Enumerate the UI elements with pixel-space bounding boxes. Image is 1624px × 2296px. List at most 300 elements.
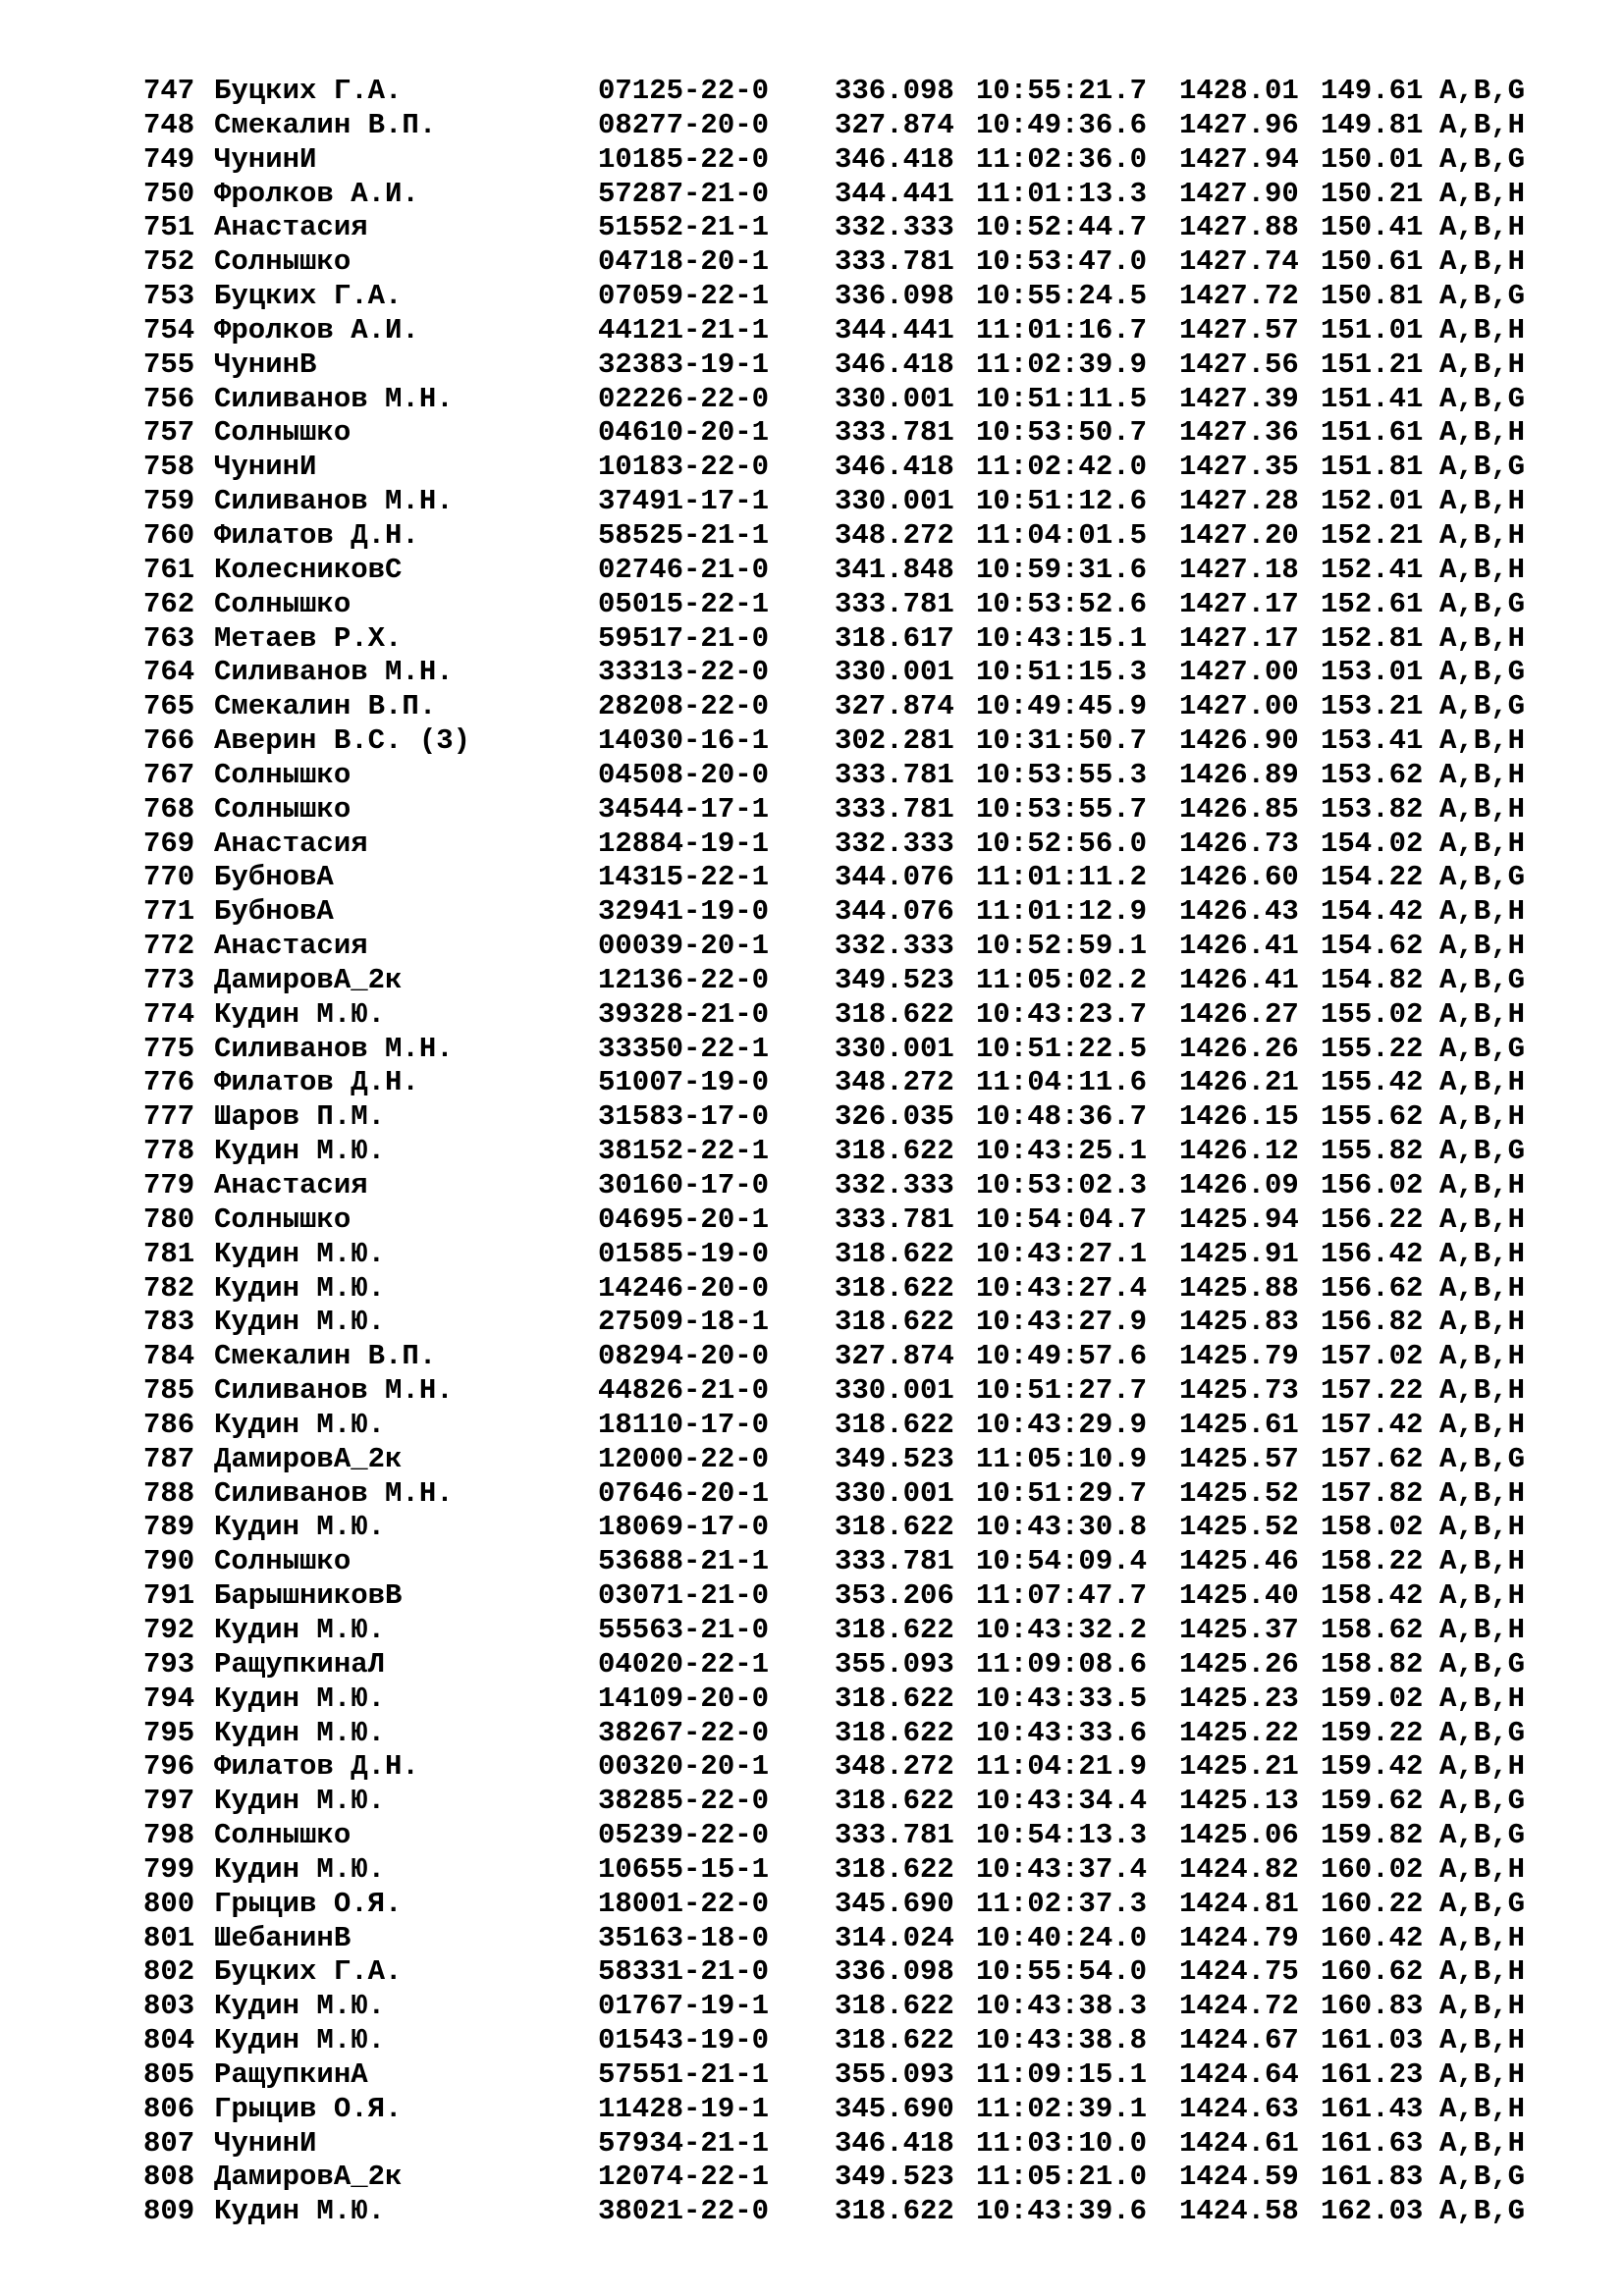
result-speed: 1424.81 xyxy=(1179,1887,1299,1920)
result-owner: Кудин М.Ю. xyxy=(214,1990,386,2023)
result-owner: Солнышко xyxy=(214,587,352,620)
result-arrival-time: 10:43:32.2 xyxy=(976,1613,1148,1646)
result-speed: 1427.18 xyxy=(1179,553,1299,586)
result-categories: A,B,H xyxy=(1439,177,1526,210)
result-points: 157.62 xyxy=(1321,1442,1424,1475)
result-categories: A,B,H xyxy=(1439,108,1526,141)
result-ring-number: 44826-21-0 xyxy=(598,1374,770,1408)
result-arrival-time: 10:43:39.6 xyxy=(976,2195,1148,2228)
result-points: 159.42 xyxy=(1321,1750,1424,1784)
result-speed: 1424.75 xyxy=(1179,1955,1299,1989)
result-categories: A,B,H xyxy=(1439,1374,1526,1408)
result-ring-number: 18110-17-0 xyxy=(598,1408,770,1441)
result-distance: 344.441 xyxy=(835,177,954,210)
result-owner: Силиванов М.Н. xyxy=(214,656,454,689)
result-arrival-time: 10:55:21.7 xyxy=(976,75,1148,107)
result-owner: Солнышко xyxy=(214,792,352,826)
result-categories: A,B,G xyxy=(1439,1647,1526,1681)
result-arrival-time: 10:43:34.4 xyxy=(976,1785,1148,1818)
result-distance: 332.333 xyxy=(835,1169,954,1201)
result-owner: БубновА xyxy=(214,895,334,929)
result-distance: 318.622 xyxy=(835,1990,954,2023)
result-place: 807 xyxy=(143,2126,195,2160)
result-arrival-time: 10:55:54.0 xyxy=(976,1955,1148,1989)
result-points: 151.81 xyxy=(1321,451,1424,484)
result-speed: 1424.59 xyxy=(1179,2161,1299,2194)
result-categories: A,B,G xyxy=(1439,656,1526,689)
result-categories: A,B,H xyxy=(1439,416,1526,450)
result-ring-number: 55563-21-0 xyxy=(598,1613,770,1646)
result-arrival-time: 10:53:55.3 xyxy=(976,758,1148,791)
result-owner: Аверин В.С. (3) xyxy=(214,724,471,758)
result-ring-number: 59517-21-0 xyxy=(598,621,770,655)
result-arrival-time: 10:52:44.7 xyxy=(976,211,1148,244)
result-distance: 327.874 xyxy=(835,1340,954,1373)
result-arrival-time: 11:05:02.2 xyxy=(976,963,1148,996)
result-distance: 330.001 xyxy=(835,656,954,689)
result-owner: Грыцив О.Я. xyxy=(214,2092,403,2125)
result-speed: 1426.43 xyxy=(1179,895,1299,929)
result-owner: Фролков А.И. xyxy=(214,313,419,347)
result-points: 151.41 xyxy=(1321,382,1424,415)
result-place: 763 xyxy=(143,621,195,655)
result-points: 154.82 xyxy=(1321,963,1424,996)
result-points: 160.83 xyxy=(1321,1990,1424,2023)
result-speed: 1425.83 xyxy=(1179,1306,1299,1339)
result-arrival-time: 10:54:09.4 xyxy=(976,1545,1148,1578)
result-ring-number: 33313-22-0 xyxy=(598,656,770,689)
result-distance: 314.024 xyxy=(835,1921,954,1954)
result-ring-number: 38021-22-0 xyxy=(598,2195,770,2228)
result-place: 795 xyxy=(143,1716,195,1749)
result-categories: A,B,H xyxy=(1439,2126,1526,2160)
result-place: 777 xyxy=(143,1100,195,1134)
result-arrival-time: 11:05:10.9 xyxy=(976,1442,1148,1475)
result-categories: A,B,H xyxy=(1439,1511,1526,1544)
result-speed: 1427.57 xyxy=(1179,313,1299,347)
result-place: 755 xyxy=(143,347,195,381)
result-place: 786 xyxy=(143,1408,195,1441)
result-owner: Кудин М.Ю. xyxy=(214,1306,386,1339)
result-distance: 318.617 xyxy=(835,621,954,655)
result-categories: A,B,H xyxy=(1439,1100,1526,1134)
result-distance: 332.333 xyxy=(835,930,954,963)
result-owner: ЧунинВ xyxy=(214,347,317,381)
result-speed: 1424.72 xyxy=(1179,1990,1299,2023)
result-owner: Кудин М.Ю. xyxy=(214,1135,386,1168)
result-categories: A,B,H xyxy=(1439,724,1526,758)
result-categories: A,B,H xyxy=(1439,1476,1526,1510)
result-ring-number: 03071-21-0 xyxy=(598,1579,770,1613)
result-owner: ЧунинИ xyxy=(214,451,317,484)
result-arrival-time: 10:52:56.0 xyxy=(976,827,1148,860)
result-ring-number: 57287-21-0 xyxy=(598,177,770,210)
result-categories: A,B,H xyxy=(1439,1750,1526,1784)
result-distance: 318.622 xyxy=(835,1682,954,1715)
result-points: 158.42 xyxy=(1321,1579,1424,1613)
result-speed: 1425.06 xyxy=(1179,1819,1299,1852)
result-categories: A,B,H xyxy=(1439,1955,1526,1989)
result-place: 793 xyxy=(143,1647,195,1681)
result-ring-number: 00320-20-1 xyxy=(598,1750,770,1784)
result-distance: 318.622 xyxy=(835,1271,954,1305)
result-distance: 348.272 xyxy=(835,1750,954,1784)
result-owner: Анастасия xyxy=(214,1169,368,1201)
result-distance: 330.001 xyxy=(835,1476,954,1510)
result-arrival-time: 11:02:36.0 xyxy=(976,142,1148,176)
result-place: 767 xyxy=(143,758,195,791)
result-categories: A,B,H xyxy=(1439,758,1526,791)
result-distance: 302.281 xyxy=(835,724,954,758)
result-categories: A,B,G xyxy=(1439,587,1526,620)
result-points: 153.62 xyxy=(1321,758,1424,791)
result-speed: 1424.63 xyxy=(1179,2092,1299,2125)
result-ring-number: 12000-22-0 xyxy=(598,1442,770,1475)
result-place: 809 xyxy=(143,2195,195,2228)
result-speed: 1426.85 xyxy=(1179,792,1299,826)
result-arrival-time: 11:02:39.1 xyxy=(976,2092,1148,2125)
result-arrival-time: 10:53:55.7 xyxy=(976,792,1148,826)
result-points: 154.02 xyxy=(1321,827,1424,860)
result-owner: Буцких Г.А. xyxy=(214,1955,403,1989)
result-points: 152.21 xyxy=(1321,518,1424,552)
result-points: 161.83 xyxy=(1321,2161,1424,2194)
result-points: 157.82 xyxy=(1321,1476,1424,1510)
result-categories: A,B,H xyxy=(1439,1545,1526,1578)
result-speed: 1426.73 xyxy=(1179,827,1299,860)
result-place: 749 xyxy=(143,142,195,176)
result-categories: A,B,G xyxy=(1439,75,1526,107)
result-place: 781 xyxy=(143,1237,195,1270)
result-speed: 1425.61 xyxy=(1179,1408,1299,1441)
result-owner: Анастасия xyxy=(214,211,368,244)
result-speed: 1426.21 xyxy=(1179,1066,1299,1099)
result-place: 764 xyxy=(143,656,195,689)
result-ring-number: 32383-19-1 xyxy=(598,347,770,381)
result-owner: Силиванов М.Н. xyxy=(214,1374,454,1408)
result-place: 770 xyxy=(143,861,195,894)
result-owner: Силиванов М.Н. xyxy=(214,1476,454,1510)
result-owner: Кудин М.Ю. xyxy=(214,1682,386,1715)
result-arrival-time: 10:48:36.7 xyxy=(976,1100,1148,1134)
result-distance: 330.001 xyxy=(835,1374,954,1408)
result-arrival-time: 11:01:13.3 xyxy=(976,177,1148,210)
result-ring-number: 02746-21-0 xyxy=(598,553,770,586)
result-distance: 318.622 xyxy=(835,1852,954,1886)
result-speed: 1425.22 xyxy=(1179,1716,1299,1749)
result-place: 762 xyxy=(143,587,195,620)
result-ring-number: 10183-22-0 xyxy=(598,451,770,484)
result-arrival-time: 10:43:38.8 xyxy=(976,2024,1148,2057)
result-ring-number: 14030-16-1 xyxy=(598,724,770,758)
result-arrival-time: 10:49:36.6 xyxy=(976,108,1148,141)
result-points: 160.02 xyxy=(1321,1852,1424,1886)
result-points: 150.61 xyxy=(1321,245,1424,279)
result-place: 799 xyxy=(143,1852,195,1886)
result-owner: Смекалин В.П. xyxy=(214,690,437,723)
result-place: 802 xyxy=(143,1955,195,1989)
result-owner: ДамировА_2к xyxy=(214,1442,403,1475)
result-ring-number: 14315-22-1 xyxy=(598,861,770,894)
result-distance: 318.622 xyxy=(835,2195,954,2228)
result-speed: 1426.09 xyxy=(1179,1169,1299,1201)
result-speed: 1426.90 xyxy=(1179,724,1299,758)
result-points: 159.62 xyxy=(1321,1785,1424,1818)
result-categories: A,B,H xyxy=(1439,1237,1526,1270)
result-owner: Кудин М.Ю. xyxy=(214,1237,386,1270)
result-speed: 1427.00 xyxy=(1179,656,1299,689)
result-points: 153.01 xyxy=(1321,656,1424,689)
result-owner: Буцких Г.А. xyxy=(214,75,403,107)
result-arrival-time: 11:05:21.0 xyxy=(976,2161,1148,2194)
result-speed: 1426.15 xyxy=(1179,1100,1299,1134)
result-owner: Солнышко xyxy=(214,1545,352,1578)
result-points: 156.22 xyxy=(1321,1202,1424,1236)
result-owner: Буцких Г.А. xyxy=(214,280,403,313)
result-arrival-time: 10:51:11.5 xyxy=(976,382,1148,415)
result-arrival-time: 11:04:11.6 xyxy=(976,1066,1148,1099)
result-speed: 1427.17 xyxy=(1179,621,1299,655)
result-owner: ДамировА_2к xyxy=(214,963,403,996)
result-speed: 1426.26 xyxy=(1179,1032,1299,1065)
result-owner: Кудин М.Ю. xyxy=(214,1785,386,1818)
result-ring-number: 10185-22-0 xyxy=(598,142,770,176)
result-points: 159.82 xyxy=(1321,1819,1424,1852)
result-distance: 318.622 xyxy=(835,1785,954,1818)
result-categories: A,B,H xyxy=(1439,313,1526,347)
result-ring-number: 04695-20-1 xyxy=(598,1202,770,1236)
result-categories: A,B,H xyxy=(1439,2057,1526,2091)
result-ring-number: 04610-20-1 xyxy=(598,416,770,450)
result-points: 158.62 xyxy=(1321,1613,1424,1646)
result-speed: 1427.35 xyxy=(1179,451,1299,484)
result-place: 751 xyxy=(143,211,195,244)
result-arrival-time: 10:51:22.5 xyxy=(976,1032,1148,1065)
result-distance: 327.874 xyxy=(835,690,954,723)
result-points: 161.63 xyxy=(1321,2126,1424,2160)
result-place: 804 xyxy=(143,2024,195,2057)
result-ring-number: 18001-22-0 xyxy=(598,1887,770,1920)
result-speed: 1425.37 xyxy=(1179,1613,1299,1646)
result-speed: 1427.20 xyxy=(1179,518,1299,552)
result-points: 155.82 xyxy=(1321,1135,1424,1168)
result-speed: 1425.23 xyxy=(1179,1682,1299,1715)
result-categories: A,B,H xyxy=(1439,1408,1526,1441)
result-place: 757 xyxy=(143,416,195,450)
result-points: 159.22 xyxy=(1321,1716,1424,1749)
result-ring-number: 02226-22-0 xyxy=(598,382,770,415)
result-distance: 336.098 xyxy=(835,280,954,313)
result-ring-number: 01767-19-1 xyxy=(598,1990,770,2023)
result-ring-number: 33350-22-1 xyxy=(598,1032,770,1065)
result-points: 155.62 xyxy=(1321,1100,1424,1134)
result-place: 765 xyxy=(143,690,195,723)
result-ring-number: 07125-22-0 xyxy=(598,75,770,107)
result-owner: Анастасия xyxy=(214,827,368,860)
result-categories: A,B,G xyxy=(1439,963,1526,996)
result-distance: 330.001 xyxy=(835,382,954,415)
result-distance: 333.781 xyxy=(835,245,954,279)
result-points: 153.41 xyxy=(1321,724,1424,758)
result-place: 774 xyxy=(143,997,195,1031)
result-distance: 346.418 xyxy=(835,142,954,176)
result-owner: Метаев Р.Х. xyxy=(214,621,403,655)
result-distance: 318.622 xyxy=(835,1306,954,1339)
result-ring-number: 32941-19-0 xyxy=(598,895,770,929)
result-points: 155.42 xyxy=(1321,1066,1424,1099)
result-speed: 1426.89 xyxy=(1179,758,1299,791)
result-categories: A,B,H xyxy=(1439,347,1526,381)
result-categories: A,B,G xyxy=(1439,280,1526,313)
result-place: 748 xyxy=(143,108,195,141)
result-place: 758 xyxy=(143,451,195,484)
result-ring-number: 38285-22-0 xyxy=(598,1785,770,1818)
result-owner: Кудин М.Ю. xyxy=(214,2195,386,2228)
result-owner: РащупкинА xyxy=(214,2057,368,2091)
result-speed: 1427.74 xyxy=(1179,245,1299,279)
result-arrival-time: 11:02:42.0 xyxy=(976,451,1148,484)
result-owner: Кудин М.Ю. xyxy=(214,1716,386,1749)
result-points: 155.02 xyxy=(1321,997,1424,1031)
result-ring-number: 04508-20-0 xyxy=(598,758,770,791)
result-arrival-time: 10:53:52.6 xyxy=(976,587,1148,620)
result-arrival-time: 11:02:39.9 xyxy=(976,347,1148,381)
result-place: 791 xyxy=(143,1579,195,1613)
result-place: 796 xyxy=(143,1750,195,1784)
result-place: 753 xyxy=(143,280,195,313)
result-ring-number: 11428-19-1 xyxy=(598,2092,770,2125)
result-arrival-time: 11:02:37.3 xyxy=(976,1887,1148,1920)
result-place: 797 xyxy=(143,1785,195,1818)
result-points: 150.01 xyxy=(1321,142,1424,176)
result-categories: A,B,H xyxy=(1439,1271,1526,1305)
result-points: 149.81 xyxy=(1321,108,1424,141)
result-distance: 348.272 xyxy=(835,518,954,552)
result-categories: A,B,G xyxy=(1439,1785,1526,1818)
result-points: 152.41 xyxy=(1321,553,1424,586)
result-distance: 327.874 xyxy=(835,108,954,141)
result-place: 776 xyxy=(143,1066,195,1099)
result-place: 771 xyxy=(143,895,195,929)
result-categories: A,B,G xyxy=(1439,2195,1526,2228)
result-speed: 1427.28 xyxy=(1179,485,1299,518)
result-categories: A,B,H xyxy=(1439,1169,1526,1201)
result-place: 783 xyxy=(143,1306,195,1339)
result-arrival-time: 10:31:50.7 xyxy=(976,724,1148,758)
result-owner: Анастасия xyxy=(214,930,368,963)
result-arrival-time: 10:43:38.3 xyxy=(976,1990,1148,2023)
result-categories: A,B,H xyxy=(1439,1852,1526,1886)
result-place: 806 xyxy=(143,2092,195,2125)
result-arrival-time: 10:51:15.3 xyxy=(976,656,1148,689)
result-speed: 1424.58 xyxy=(1179,2195,1299,2228)
result-points: 154.62 xyxy=(1321,930,1424,963)
result-owner: Грыцив О.Я. xyxy=(214,1887,403,1920)
result-place: 785 xyxy=(143,1374,195,1408)
result-distance: 330.001 xyxy=(835,485,954,518)
result-distance: 332.333 xyxy=(835,827,954,860)
result-speed: 1424.61 xyxy=(1179,2126,1299,2160)
result-owner: Кудин М.Ю. xyxy=(214,1511,386,1544)
result-categories: A,B,H xyxy=(1439,1990,1526,2023)
result-speed: 1428.01 xyxy=(1179,75,1299,107)
result-categories: A,B,H xyxy=(1439,895,1526,929)
result-owner: Филатов Д.Н. xyxy=(214,1750,419,1784)
result-categories: A,B,G xyxy=(1439,1819,1526,1852)
result-owner: Кудин М.Ю. xyxy=(214,1271,386,1305)
result-owner: БубновА xyxy=(214,861,334,894)
result-distance: 333.781 xyxy=(835,1545,954,1578)
result-owner: Кудин М.Ю. xyxy=(214,1852,386,1886)
result-ring-number: 28208-22-0 xyxy=(598,690,770,723)
result-arrival-time: 10:51:27.7 xyxy=(976,1374,1148,1408)
result-categories: A,B,G xyxy=(1439,2161,1526,2194)
result-points: 158.02 xyxy=(1321,1511,1424,1544)
result-place: 779 xyxy=(143,1169,195,1201)
result-categories: A,B,H xyxy=(1439,1340,1526,1373)
result-speed: 1427.90 xyxy=(1179,177,1299,210)
result-categories: A,B,H xyxy=(1439,930,1526,963)
result-categories: A,B,G xyxy=(1439,861,1526,894)
result-ring-number: 58331-21-0 xyxy=(598,1955,770,1989)
result-place: 747 xyxy=(143,75,195,107)
result-categories: A,B,G xyxy=(1439,451,1526,484)
result-categories: A,B,H xyxy=(1439,245,1526,279)
result-place: 788 xyxy=(143,1476,195,1510)
result-ring-number: 57551-21-1 xyxy=(598,2057,770,2091)
result-speed: 1424.82 xyxy=(1179,1852,1299,1886)
result-points: 160.62 xyxy=(1321,1955,1424,1989)
result-arrival-time: 10:54:04.7 xyxy=(976,1202,1148,1236)
result-categories: A,B,G xyxy=(1439,142,1526,176)
result-distance: 330.001 xyxy=(835,1032,954,1065)
result-distance: 349.523 xyxy=(835,963,954,996)
result-speed: 1427.00 xyxy=(1179,690,1299,723)
result-categories: A,B,H xyxy=(1439,997,1526,1031)
result-ring-number: 27509-18-1 xyxy=(598,1306,770,1339)
result-distance: 344.076 xyxy=(835,895,954,929)
result-ring-number: 12074-22-1 xyxy=(598,2161,770,2194)
result-arrival-time: 10:43:37.4 xyxy=(976,1852,1148,1886)
result-speed: 1426.41 xyxy=(1179,963,1299,996)
result-speed: 1425.40 xyxy=(1179,1579,1299,1613)
result-place: 798 xyxy=(143,1819,195,1852)
result-distance: 333.781 xyxy=(835,1819,954,1852)
result-ring-number: 44121-21-1 xyxy=(598,313,770,347)
result-points: 161.23 xyxy=(1321,2057,1424,2091)
result-points: 157.02 xyxy=(1321,1340,1424,1373)
result-arrival-time: 11:09:15.1 xyxy=(976,2057,1148,2091)
result-points: 149.61 xyxy=(1321,75,1424,107)
result-ring-number: 35163-18-0 xyxy=(598,1921,770,1954)
result-distance: 345.690 xyxy=(835,1887,954,1920)
result-categories: A,B,H xyxy=(1439,1682,1526,1715)
result-place: 756 xyxy=(143,382,195,415)
result-categories: A,B,H xyxy=(1439,1579,1526,1613)
result-arrival-time: 10:43:27.4 xyxy=(976,1271,1148,1305)
result-place: 754 xyxy=(143,313,195,347)
result-place: 780 xyxy=(143,1202,195,1236)
result-categories: A,B,H xyxy=(1439,553,1526,586)
result-speed: 1424.64 xyxy=(1179,2057,1299,2091)
result-place: 768 xyxy=(143,792,195,826)
result-arrival-time: 10:43:25.1 xyxy=(976,1135,1148,1168)
result-arrival-time: 10:59:31.6 xyxy=(976,553,1148,586)
result-points: 158.22 xyxy=(1321,1545,1424,1578)
result-categories: A,B,H xyxy=(1439,1306,1526,1339)
result-speed: 1427.39 xyxy=(1179,382,1299,415)
result-ring-number: 39328-21-0 xyxy=(598,997,770,1031)
